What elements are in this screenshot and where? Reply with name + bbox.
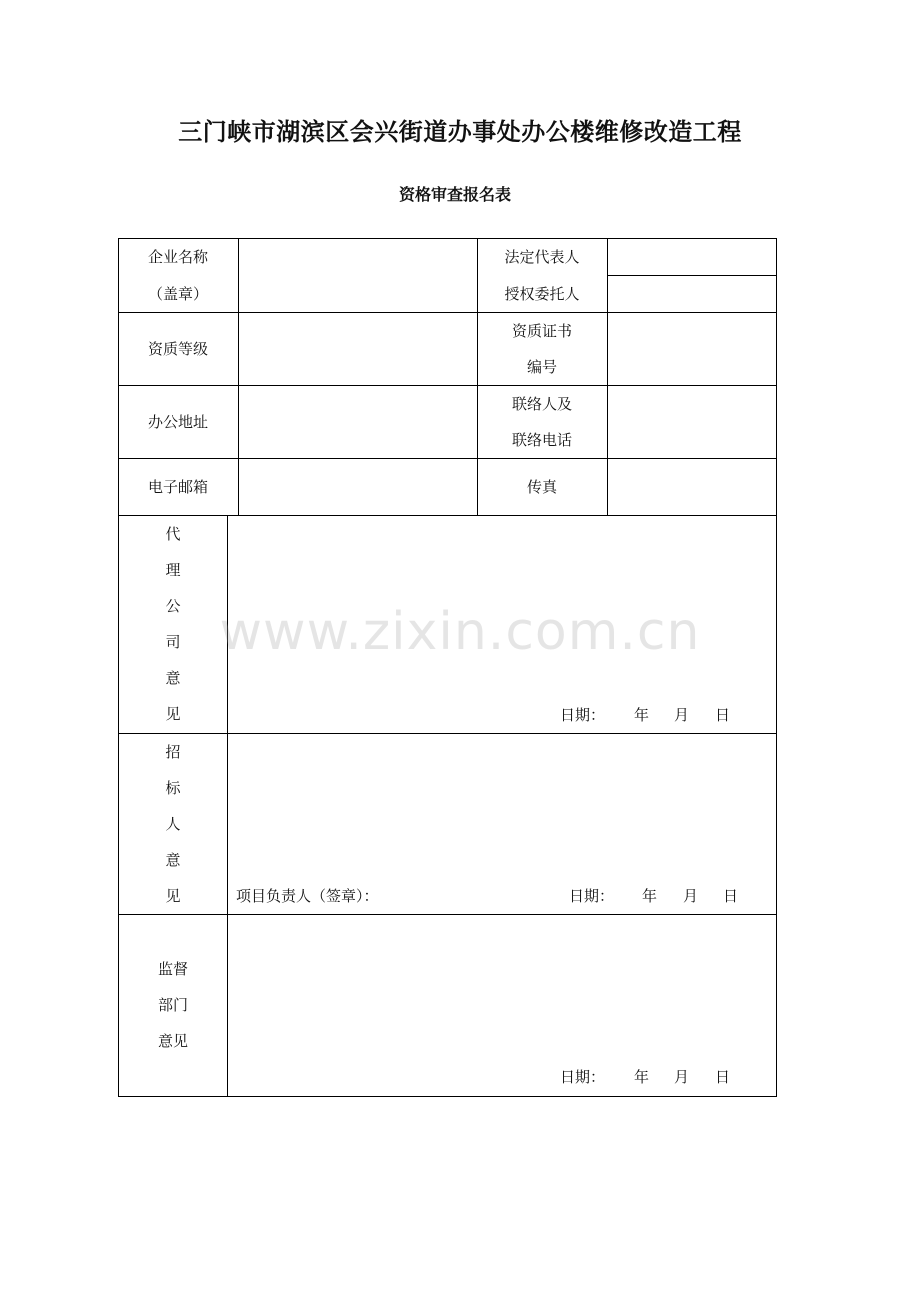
- supervision-date-day: 日: [715, 1068, 731, 1086]
- legal-representative-field[interactable]: [608, 239, 776, 275]
- email-label: 电子邮箱: [147, 478, 208, 496]
- legal-representative-label: 法定代表人: [504, 248, 580, 266]
- company-name-field[interactable]: [239, 239, 477, 312]
- authorized-agent-label: 授权委托人: [504, 285, 580, 303]
- document-title: 三门峡市湖滨区会兴街道办事处办公楼维修改造工程: [178, 118, 742, 146]
- fax-label: 传真: [526, 478, 557, 496]
- agency-opinion-char: 司: [165, 633, 181, 651]
- agency-opinion-char: 代: [165, 525, 181, 543]
- tenderer-opinion-label: [118, 734, 228, 914]
- fax-field[interactable]: [608, 459, 776, 515]
- tenderer-opinion-char: 人: [165, 815, 181, 833]
- agency-opinion-char: 理: [165, 561, 181, 579]
- agency-date-label: 日期：: [560, 706, 606, 724]
- supervision-date-label: 日期：: [560, 1068, 606, 1086]
- tenderer-opinion-field[interactable]: [228, 734, 776, 878]
- supervision-date-year: 年: [634, 1068, 650, 1086]
- supervision-opinion-line: 部门: [157, 996, 188, 1014]
- agency-date-month: 月: [674, 706, 690, 724]
- tenderer-opinion-char: 见: [165, 887, 181, 905]
- authorized-agent-field[interactable]: [608, 276, 776, 312]
- qualification-level-label: 资质等级: [147, 340, 208, 358]
- supervision-date-month: 月: [674, 1068, 690, 1086]
- certificate-number-label: 资质证书: [511, 322, 572, 340]
- tenderer-date-year: 年: [642, 887, 658, 905]
- office-address-field[interactable]: [239, 386, 477, 458]
- table-border-right: [776, 238, 777, 1097]
- agency-opinion-char: 见: [165, 705, 181, 723]
- tenderer-date-day: 日: [723, 887, 739, 905]
- agency-date-day: 日: [715, 706, 731, 724]
- supervision-opinion-label: [118, 951, 228, 1059]
- agency-opinion-char: 意: [165, 669, 181, 687]
- certificate-number-label-2: 编号: [526, 358, 557, 376]
- contact-person-label: 联络人及: [511, 395, 572, 413]
- tenderer-date-month: 月: [683, 887, 699, 905]
- table-border-bottom: [118, 1096, 777, 1097]
- watermark: www.zixin.com.cn: [219, 602, 701, 662]
- office-address-label: 办公地址: [147, 413, 208, 431]
- qualification-level-field[interactable]: [239, 313, 477, 385]
- agency-date-year: 年: [634, 706, 650, 724]
- contact-field[interactable]: [608, 386, 776, 458]
- tenderer-opinion-char: 标: [165, 779, 181, 797]
- contact-phone-label: 联络电话: [511, 431, 572, 449]
- certificate-number-field[interactable]: [608, 313, 776, 385]
- tenderer-date-label: 日期：: [569, 887, 615, 905]
- agency-opinion-char: 公: [165, 597, 181, 615]
- tenderer-opinion-char: 意: [165, 851, 181, 869]
- tenderer-opinion-char: 招: [165, 743, 181, 761]
- supervision-opinion-field[interactable]: [228, 915, 776, 1059]
- company-seal-label: （盖章）: [147, 285, 208, 303]
- form-subtitle: 资格审查报名表: [398, 185, 511, 204]
- project-leader-signature-label: 项目负责人（签章）：: [236, 887, 379, 905]
- company-name-label: 企业名称: [147, 248, 208, 266]
- supervision-opinion-line: 监督: [157, 960, 188, 978]
- email-field[interactable]: [239, 459, 477, 515]
- supervision-opinion-line: 意见: [157, 1032, 188, 1050]
